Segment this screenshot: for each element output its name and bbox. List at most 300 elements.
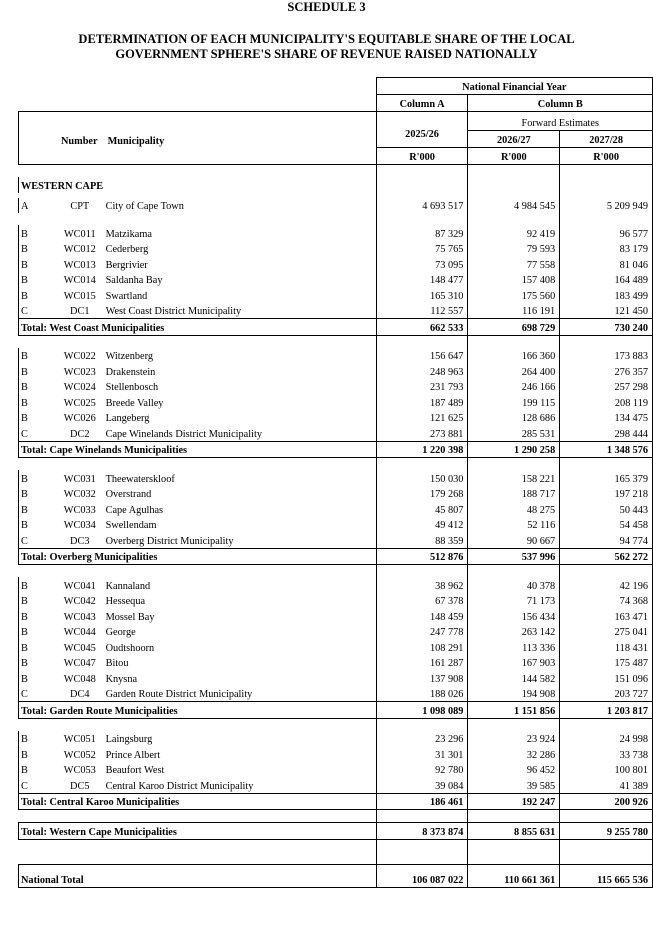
- municipality-cell: City of Cape Town: [105, 201, 184, 212]
- table-row: [19, 670, 653, 686]
- value-2027-28-cell: 276 357: [560, 363, 653, 379]
- empty-cell: [376, 213, 468, 225]
- empty-cell: [376, 177, 468, 193]
- document-title: [0, 32, 653, 62]
- total-2025-26-cell: 1 098 089: [376, 702, 468, 719]
- value-2026-27-cell: 263 142: [468, 624, 560, 640]
- total-label-cell: Total: Overberg Municipalities: [19, 548, 377, 565]
- value-2025-26-cell: 87 329: [376, 225, 468, 241]
- year-b1-header: 2026/27: [468, 131, 560, 148]
- value-2025-26-cell: 188 026: [376, 686, 468, 702]
- total-2027-28-cell: 562 272: [560, 548, 653, 565]
- number-cell: WC051: [63, 734, 96, 745]
- empty-cell: [58, 565, 102, 578]
- category-cell: B: [19, 608, 58, 624]
- value-2025-26-cell: 161 287: [376, 655, 468, 671]
- empty-cell: [560, 458, 653, 471]
- empty-cell: [19, 213, 58, 225]
- value-2026-27-cell: 158 221: [468, 470, 560, 486]
- empty-cell: [19, 335, 58, 348]
- municipality-cell: Hessequa: [105, 596, 146, 607]
- value-2025-26-cell: 23 296: [376, 731, 468, 747]
- value-2027-28-cell: 151 096: [560, 670, 653, 686]
- empty-cell: [102, 458, 377, 471]
- value-2026-27-cell: 79 593: [468, 241, 560, 257]
- empty-cell: [468, 852, 560, 865]
- empty-cell: [102, 852, 377, 865]
- total-label-cell: Total: Central Karoo Municipalities: [19, 793, 377, 810]
- table-row: [19, 762, 653, 778]
- empty-cell: [19, 165, 58, 178]
- number-cell: WC012: [63, 244, 96, 255]
- category-cell: B: [19, 577, 58, 593]
- value-2026-27-cell: 52 116: [468, 517, 560, 533]
- district-total-row: [19, 702, 653, 719]
- total-label-cell: Total: Cape Winelands Municipalities: [19, 441, 377, 458]
- category-cell: B: [19, 287, 58, 303]
- column-b-header: Column B: [468, 95, 653, 112]
- category-cell: A: [19, 198, 58, 214]
- value-2025-26-cell: 150 030: [376, 470, 468, 486]
- value-2026-27-cell: 96 452: [468, 762, 560, 778]
- district-total-row: [19, 441, 653, 458]
- value-2026-27-cell: 90 667: [468, 532, 560, 548]
- value-2026-27-cell: 285 531: [468, 425, 560, 441]
- schedule-label: SCHEDULE 3: [287, 0, 366, 14]
- municipality-cell: Bergrivier: [105, 259, 148, 271]
- total-2025-26-cell: 106 087 022: [376, 864, 468, 887]
- category-cell: B: [19, 655, 58, 671]
- table-row: [19, 746, 653, 762]
- number-cell: WC026: [63, 413, 96, 424]
- municipality-cell: Garden Route District Municipality: [105, 689, 253, 700]
- value-2027-28-cell: 24 998: [560, 731, 653, 747]
- total-2026-27-cell: 1 290 258: [468, 441, 560, 458]
- number-cell: WC052: [63, 749, 96, 761]
- year-b2-header: 2027/28: [560, 131, 653, 148]
- number-cell: WC032: [63, 489, 96, 500]
- forward-estimates-header: Forward Estimates: [468, 112, 653, 131]
- total-2026-27-cell: 110 661 361: [468, 864, 560, 887]
- value-2027-28-cell: 134 475: [560, 410, 653, 426]
- empty-cell: [19, 565, 58, 578]
- value-2026-27-cell: 23 924: [468, 731, 560, 747]
- municipality-cell: West Coast District Municipality: [105, 306, 242, 317]
- total-2026-27-cell: 192 247: [468, 793, 560, 810]
- value-2027-28-cell: 163 471: [560, 608, 653, 624]
- total-2025-26-cell: 512 876: [376, 548, 468, 565]
- total-2025-26-cell: 1 220 398: [376, 441, 468, 458]
- municipality-cell: Beaufort West: [105, 765, 165, 776]
- value-2026-27-cell: 144 582: [468, 670, 560, 686]
- district-total-row: [19, 548, 653, 565]
- value-2026-27-cell: 39 585: [468, 777, 560, 793]
- value-2026-27-cell: 4 984 545: [468, 198, 560, 214]
- value-2026-27-cell: 194 908: [468, 686, 560, 702]
- total-2025-26-cell: 186 461: [376, 793, 468, 810]
- value-2026-27-cell: 128 686: [468, 410, 560, 426]
- value-2027-28-cell: 74 368: [560, 593, 653, 609]
- table-row: [19, 241, 653, 257]
- empty-cell: [376, 165, 468, 178]
- value-2027-28-cell: 275 041: [560, 624, 653, 640]
- value-2027-28-cell: 41 389: [560, 777, 653, 793]
- table-row: [19, 608, 653, 624]
- table-row: [19, 686, 653, 702]
- table-row: [19, 394, 653, 410]
- value-2026-27-cell: 157 408: [468, 272, 560, 288]
- number-cell: WC033: [63, 504, 96, 516]
- value-2026-27-cell: 188 717: [468, 486, 560, 502]
- table-row: [19, 363, 653, 379]
- table-row: [19, 225, 653, 241]
- value-2026-27-cell: 116 191: [468, 303, 560, 319]
- table-row: [19, 517, 653, 533]
- value-2026-27-cell: 48 275: [468, 501, 560, 517]
- category-cell: B: [19, 762, 58, 778]
- municipality-cell: Overberg District Municipality: [105, 535, 234, 547]
- value-2025-26-cell: 187 489: [376, 394, 468, 410]
- unit-a-header: R'000: [376, 148, 468, 165]
- total-2025-26-cell: 8 373 874: [376, 823, 468, 840]
- empty-cell: [560, 213, 653, 225]
- empty-cell: [102, 718, 377, 731]
- number-cell: WC013: [63, 259, 96, 271]
- empty-cell: [58, 839, 102, 852]
- empty-cell: [560, 565, 653, 578]
- value-2026-27-cell: 71 173: [468, 593, 560, 609]
- category-cell: B: [19, 348, 58, 364]
- empty-cell: [376, 810, 468, 823]
- title-line-1: DETERMINATION OF EACH MUNICIPALITY'S EQUITABLE SHARE OF THE LOCAL: [78, 32, 575, 46]
- year-a-header: 2025/26: [376, 112, 468, 148]
- value-2026-27-cell: 199 115: [468, 394, 560, 410]
- category-cell: C: [19, 686, 58, 702]
- empty-cell: [102, 839, 377, 852]
- value-2027-28-cell: 183 499: [560, 287, 653, 303]
- value-2025-26-cell: 165 310: [376, 287, 468, 303]
- spacer-row: [19, 718, 653, 731]
- municipality-cell: Central Karoo District Municipality: [105, 780, 254, 792]
- municipality-cell: Drakenstein: [105, 366, 156, 378]
- empty-cell: [376, 458, 468, 471]
- empty-cell: [468, 165, 560, 178]
- category-cell: C: [19, 532, 58, 548]
- value-2027-28-cell: 164 489: [560, 272, 653, 288]
- value-2027-28-cell: 173 883: [560, 348, 653, 364]
- empty-cell: [19, 810, 58, 823]
- total-label-cell: Total: Garden Route Municipalities: [19, 702, 377, 719]
- value-2026-27-cell: 246 166: [468, 379, 560, 395]
- category-cell: B: [19, 746, 58, 762]
- table-row: [19, 410, 653, 426]
- spacer-row: [19, 565, 653, 578]
- number-cell: WC043: [63, 611, 96, 623]
- total-2026-27-cell: 8 855 631: [468, 823, 560, 840]
- category-cell: B: [19, 394, 58, 410]
- value-2025-26-cell: 148 459: [376, 608, 468, 624]
- total-2027-28-cell: 115 665 536: [560, 864, 653, 887]
- total-label-cell: National Total: [19, 864, 377, 887]
- category-cell: B: [19, 410, 58, 426]
- value-2027-28-cell: 121 450: [560, 303, 653, 319]
- table-row: [19, 655, 653, 671]
- empty-cell: [468, 839, 560, 852]
- number-cell: WC047: [63, 658, 96, 669]
- total-label-cell: Total: West Coast Municipalities: [19, 319, 377, 336]
- municipality-cell: Laingsburg: [105, 734, 153, 745]
- number-cell: WC015: [63, 290, 96, 302]
- empty-cell: [19, 839, 58, 852]
- province-heading: WESTERN CAPE: [19, 177, 377, 193]
- category-cell: B: [19, 639, 58, 655]
- unit-b1-header: R'000: [468, 148, 560, 165]
- number-cell: WC041: [63, 580, 96, 592]
- category-cell: B: [19, 241, 58, 257]
- empty-cell: [102, 213, 377, 225]
- value-2025-26-cell: 92 780: [376, 762, 468, 778]
- district-total-row: [19, 793, 653, 810]
- value-2027-28-cell: 118 431: [560, 639, 653, 655]
- value-2027-28-cell: 257 298: [560, 379, 653, 395]
- value-2025-26-cell: 31 301: [376, 746, 468, 762]
- value-2026-27-cell: 156 434: [468, 608, 560, 624]
- number-cell: WC014: [63, 275, 96, 286]
- empty-cell: [102, 565, 377, 578]
- municipality-cell: Theewaterskloof: [105, 473, 175, 485]
- empty-cell: [468, 177, 560, 193]
- municipality-cell: Bitou: [105, 658, 129, 669]
- category-cell: B: [19, 379, 58, 395]
- value-2027-28-cell: 165 379: [560, 470, 653, 486]
- table-row: [19, 287, 653, 303]
- value-2025-26-cell: 39 084: [376, 777, 468, 793]
- table-row: [19, 272, 653, 288]
- empty-cell: [102, 810, 377, 823]
- number-cell: WC034: [63, 520, 96, 531]
- category-cell: B: [19, 363, 58, 379]
- empty-cell: [376, 335, 468, 348]
- value-2026-27-cell: 77 558: [468, 256, 560, 272]
- empty-cell: [560, 718, 653, 731]
- municipality-header: Municipality: [102, 112, 377, 148]
- table-row: [19, 348, 653, 364]
- category-cell: B: [19, 670, 58, 686]
- table-row: [19, 425, 653, 441]
- value-2026-27-cell: 264 400: [468, 363, 560, 379]
- value-2025-26-cell: 112 557: [376, 303, 468, 319]
- empty-cell: [102, 165, 377, 178]
- number-cell: DC1: [70, 306, 90, 317]
- value-2025-26-cell: 121 625: [376, 410, 468, 426]
- empty-cell: [376, 565, 468, 578]
- empty-cell: [560, 810, 653, 823]
- empty-cell: [468, 565, 560, 578]
- municipality-cell: Matzikama: [105, 228, 152, 240]
- empty-cell: [376, 852, 468, 865]
- total-label-cell: Total: Western Cape Municipalities: [19, 823, 377, 840]
- metro-row: [19, 198, 653, 214]
- value-2026-27-cell: 32 286: [468, 746, 560, 762]
- empty-cell: [102, 335, 377, 348]
- number-cell: WC044: [63, 627, 96, 638]
- value-2026-27-cell: 113 336: [468, 639, 560, 655]
- number-cell: WC024: [63, 382, 96, 393]
- value-2026-27-cell: 92 419: [468, 225, 560, 241]
- municipality-cell: Overstrand: [105, 489, 152, 500]
- empty-cell: [19, 718, 58, 731]
- total-2026-27-cell: 1 151 856: [468, 702, 560, 719]
- empty-cell: [468, 458, 560, 471]
- total-2027-28-cell: 1 203 817: [560, 702, 653, 719]
- table-row: [19, 486, 653, 502]
- table-row: [19, 470, 653, 486]
- province-total-row: [19, 823, 653, 840]
- value-2025-26-cell: 248 963: [376, 363, 468, 379]
- table-row: [19, 593, 653, 609]
- unit-b2-header: R'000: [560, 148, 653, 165]
- municipality-cell: Cape Winelands District Municipality: [105, 428, 262, 440]
- empty-cell: [19, 458, 58, 471]
- national-total-row: [19, 864, 653, 887]
- total-2025-26-cell: 662 533: [376, 319, 468, 336]
- value-2026-27-cell: 166 360: [468, 348, 560, 364]
- empty-cell: [19, 852, 58, 865]
- title-line-2: GOVERNMENT SPHERE'S SHARE OF REVENUE RAISED NATIONALLY: [115, 47, 538, 61]
- value-2027-28-cell: 197 218: [560, 486, 653, 502]
- number-cell: WC031: [63, 473, 96, 485]
- empty-cell: [468, 810, 560, 823]
- municipality-cell: Langeberg: [105, 413, 150, 424]
- total-2027-28-cell: 200 926: [560, 793, 653, 810]
- value-2025-26-cell: 75 765: [376, 241, 468, 257]
- empty-cell: [58, 718, 102, 731]
- number-cell: WC053: [63, 765, 96, 776]
- spacer-row: [19, 852, 653, 865]
- value-2025-26-cell: 231 793: [376, 379, 468, 395]
- value-2025-26-cell: 108 291: [376, 639, 468, 655]
- municipality-cell: Swartland: [105, 290, 148, 302]
- municipality-cell: Knysna: [105, 673, 138, 685]
- category-cell: B: [19, 225, 58, 241]
- municipality-cell: Mossel Bay: [105, 611, 155, 623]
- value-2027-28-cell: 96 577: [560, 225, 653, 241]
- municipality-cell: Kannaland: [105, 580, 151, 592]
- number-cell: DC3: [70, 535, 90, 547]
- category-cell: C: [19, 425, 58, 441]
- empty-cell: [468, 213, 560, 225]
- value-2025-26-cell: 247 778: [376, 624, 468, 640]
- value-2027-28-cell: 203 727: [560, 686, 653, 702]
- empty-cell: [560, 335, 653, 348]
- number-cell: CPT: [70, 201, 90, 212]
- municipality-cell: Swellendam: [105, 520, 157, 531]
- value-2025-26-cell: 4 693 517: [376, 198, 468, 214]
- empty-cell: [560, 852, 653, 865]
- empty-cell: [468, 718, 560, 731]
- value-2025-26-cell: 88 359: [376, 532, 468, 548]
- number-cell: WC025: [63, 397, 96, 409]
- category-cell: B: [19, 517, 58, 533]
- value-2027-28-cell: 50 443: [560, 501, 653, 517]
- empty-cell: [58, 852, 102, 865]
- number-cell: WC042: [63, 596, 96, 607]
- province-row: [19, 177, 653, 193]
- national-financial-year-header: National Financial Year: [376, 78, 652, 95]
- number-cell: WC048: [63, 673, 96, 685]
- spacer-row: [19, 335, 653, 348]
- value-2025-26-cell: 38 962: [376, 577, 468, 593]
- empty-cell: [58, 165, 102, 178]
- number-cell: DC5: [70, 780, 90, 792]
- table-row: [19, 639, 653, 655]
- category-cell: B: [19, 593, 58, 609]
- value-2025-26-cell: 137 908: [376, 670, 468, 686]
- value-2025-26-cell: 156 647: [376, 348, 468, 364]
- table-row: [19, 303, 653, 319]
- municipality-cell: George: [105, 627, 136, 638]
- table-row: [19, 256, 653, 272]
- spacer-row: [19, 165, 653, 178]
- value-2026-27-cell: 167 903: [468, 655, 560, 671]
- number-cell: WC011: [63, 228, 96, 240]
- value-2027-28-cell: 298 444: [560, 425, 653, 441]
- empty-cell: [468, 335, 560, 348]
- municipality-cell: Cape Agulhas: [105, 504, 164, 516]
- number-cell: WC023: [63, 366, 96, 378]
- municipality-cell: Prince Albert: [105, 749, 161, 761]
- table-row: [19, 777, 653, 793]
- empty-cell: [560, 177, 653, 193]
- value-2025-26-cell: 67 378: [376, 593, 468, 609]
- category-cell: B: [19, 272, 58, 288]
- value-2025-26-cell: 45 807: [376, 501, 468, 517]
- category-cell: B: [19, 624, 58, 640]
- number-cell: DC4: [70, 689, 90, 700]
- column-a-header: Column A: [376, 95, 468, 112]
- municipality-cell: Witzenberg: [105, 351, 154, 362]
- total-2027-28-cell: 9 255 780: [560, 823, 653, 840]
- empty-cell: [560, 165, 653, 178]
- table-row: [19, 501, 653, 517]
- category-cell: B: [19, 731, 58, 747]
- municipality-cell: Saldanha Bay: [105, 275, 163, 286]
- value-2027-28-cell: 94 774: [560, 532, 653, 548]
- empty-cell: [58, 458, 102, 471]
- empty-cell: [58, 213, 102, 225]
- empty-cell: [58, 810, 102, 823]
- value-2025-26-cell: 148 477: [376, 272, 468, 288]
- table-row: [19, 577, 653, 593]
- number-cell: WC045: [63, 642, 96, 654]
- table-row: [19, 624, 653, 640]
- equitable-share-table: [18, 77, 653, 888]
- category-cell: B: [19, 501, 58, 517]
- category-cell: B: [19, 486, 58, 502]
- total-2026-27-cell: 537 996: [468, 548, 560, 565]
- value-2027-28-cell: 208 119: [560, 394, 653, 410]
- value-2027-28-cell: 54 458: [560, 517, 653, 533]
- total-2026-27-cell: 698 729: [468, 319, 560, 336]
- total-2027-28-cell: 730 240: [560, 319, 653, 336]
- spacer-row: [19, 810, 653, 823]
- category-cell: C: [19, 303, 58, 319]
- value-2025-26-cell: 179 268: [376, 486, 468, 502]
- empty-cell: [376, 839, 468, 852]
- number-cell: WC022: [63, 351, 96, 362]
- table-row: [19, 731, 653, 747]
- value-2026-27-cell: 175 560: [468, 287, 560, 303]
